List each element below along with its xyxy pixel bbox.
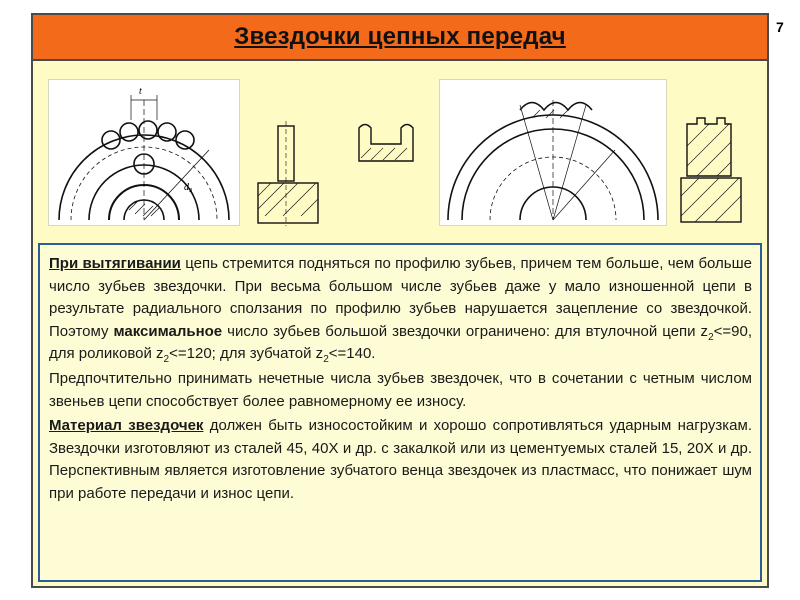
hub-section-drawing-right: [675, 116, 747, 226]
dim-d-label: d₃: [184, 182, 193, 193]
text-box: [38, 243, 762, 582]
figure-area: [33, 61, 767, 243]
dim-t-label: t: [139, 86, 142, 97]
sprocket-figure-right: [439, 79, 667, 226]
title-bar: [33, 15, 767, 61]
subscript-z2-a: 2: [708, 331, 714, 343]
hub-section-drawing-left: [253, 121, 323, 226]
hub-section-left: [253, 121, 323, 226]
lead-material: Материал звездочек: [49, 417, 204, 435]
slide-title: Звездочки цепных передач: [234, 23, 566, 50]
sprocket-figure-left: [48, 79, 240, 226]
paragraph-material: [49, 415, 752, 505]
hub-section-right: [675, 116, 747, 226]
lead-stretching: При вытягивании: [49, 255, 181, 272]
paragraph1-text-b: число зубьев большой звездочки ограничено: для втулочной цепи z: [222, 322, 709, 340]
page-number: 7: [776, 19, 784, 35]
paragraph1-text-d: <=120; для зубчатой z: [169, 345, 324, 363]
subscript-z2-c: 2: [323, 354, 329, 366]
slide-frame: [31, 13, 769, 588]
paragraph1-text-e: <=140.: [328, 345, 376, 363]
paragraph-chain-stretch: [49, 253, 752, 366]
paragraph1-text-a: цепь стремится подняться по профилю зубьев, причем тем больше, чем больше число зубьев звездочки. При весьма большом числе зубьев даже у мало изношенной цепи в результате радиального сползания по профилю зубьев нарушается зацепление со звездочкой. Поэтому: [49, 255, 752, 340]
paragraph1-text-c: <=90, для роликовой z: [49, 322, 752, 363]
tooth-profile-left: [355, 116, 417, 166]
paragraph3-text: должен быть износостойким и хорошо сопротивляться ударным нагрузкам. Звездочки изготовляют из сталей 45, 40Х и др. с закалкой или из цементуемых сталей 15, 20Х и др. Перспективным является изготовление зубчатого венца звездочек из пластмасс, что понижает шум при работе передачи и износ цепи.: [49, 417, 753, 502]
bold-maximum: максимальное: [113, 322, 223, 340]
tooth-profile-drawing-left: [355, 116, 417, 166]
paragraph-odd-teeth: Предпочтительно принимать нечетные числа зубьев звездочек, что в сочетании с четным числом звеньев цепи способствует более равномерному ее износу.: [49, 369, 752, 410]
sprocket-drawing-right: [440, 80, 666, 225]
sprocket-drawing-left: [49, 80, 239, 225]
subscript-z2-b: 2: [163, 354, 170, 366]
